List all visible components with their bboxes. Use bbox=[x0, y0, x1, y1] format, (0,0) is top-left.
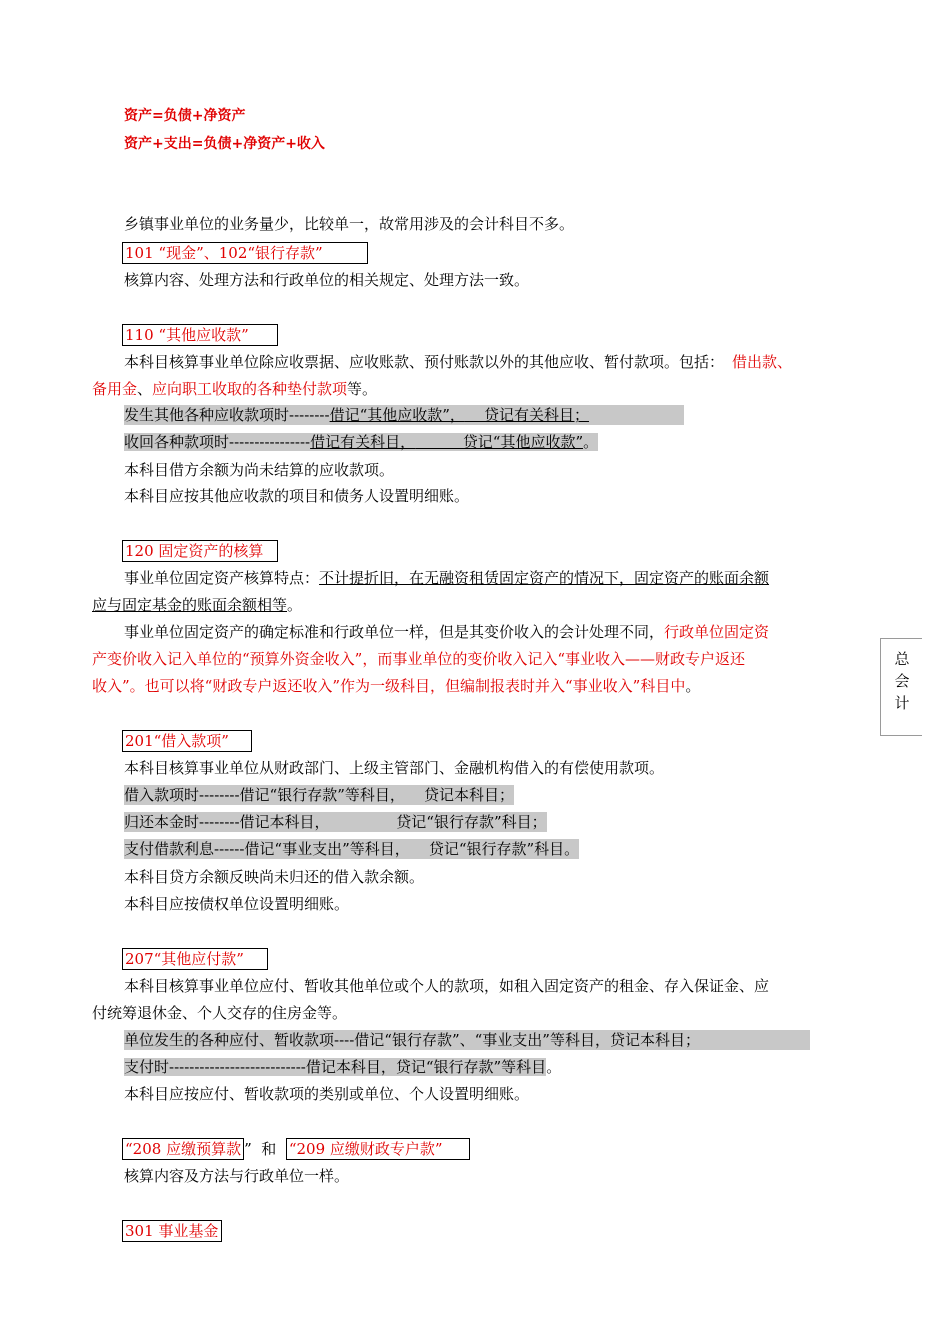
s101-text: 核算内容、处理方法和行政单位的相关规定、处理方法一致。 bbox=[124, 271, 530, 289]
s208-text: 核算内容及方法与行政单位一样。 bbox=[124, 1167, 350, 1185]
s110-beiyongjin: 备用金 bbox=[92, 380, 138, 398]
s110-entry2-lead: 收回各种款项时---------------- bbox=[124, 433, 311, 451]
s110-entry-1 bbox=[124, 405, 684, 425]
s110-tail: 等。 bbox=[347, 380, 378, 398]
heading-120: 120 固定资产的核算 bbox=[122, 540, 278, 562]
s208-and: ” 和 bbox=[244, 1140, 286, 1158]
intro-text: 乡镇事业单位的业务量少，比较单一，故常用涉及的会计科目不多。 bbox=[124, 215, 575, 233]
side-tab-general-accounting[interactable] bbox=[880, 638, 922, 736]
heading-201: 201“借入款项” bbox=[122, 730, 252, 752]
s201-entry-1: 借入款项时--------借记“银行存款”等科目， 贷记本科目； bbox=[124, 786, 514, 804]
side-tab-char-1: 总 bbox=[894, 650, 910, 668]
s201-entry-3: 支付借款利息------借记“事业支出”等科目， 贷记“银行存款”科目。 bbox=[124, 840, 580, 858]
s201-entry-2: 归还本金时--------借记本科目， 贷记“银行存款”科目； bbox=[124, 813, 547, 831]
s201-detail: 本科目应按债权单位设置明细账。 bbox=[124, 895, 350, 913]
s120-para2-red-3: 收入”。也可以将“财政专户返还收入”作为一级科目，但编制报表时并入“事业收入”科目中 bbox=[92, 677, 686, 695]
s110-entry2-credit: 贷记“其他应收款” bbox=[415, 433, 584, 451]
equation-2: 资产+支出=负债+净资产+收入 bbox=[124, 136, 325, 152]
heading-301: 301 事业基金 bbox=[122, 1220, 222, 1242]
s110-para-text: 本科目核算事业单位除应收票据、应收账款、预付账款以外的其他应收、暂付款项。包括： bbox=[124, 353, 725, 371]
s110-entry1-debit: 借记“其他应收款”， bbox=[329, 406, 465, 424]
s120-para2-red: 行政单位固定资 bbox=[664, 623, 770, 641]
s207-entry-2 bbox=[124, 1057, 561, 1077]
s120-para2-tail: 。 bbox=[685, 677, 701, 695]
s201-balance: 本科目贷方余额反映尚未归还的借入款余额。 bbox=[124, 868, 425, 886]
s110-entry2-tail: 。 bbox=[583, 433, 599, 451]
side-tab-char-3: 计 bbox=[894, 694, 910, 712]
s120-para1-line1 bbox=[124, 568, 769, 588]
heading-101: 101 “现金”、102“银行存款” bbox=[122, 242, 368, 264]
s110-sep: 、 bbox=[137, 380, 153, 398]
s208-heading-line bbox=[122, 1138, 470, 1160]
s120-para2-line2: 产变价收入记入单位的“预算外资金收入”，而事业单位的变价收入记入“事业收入——财政专户返还 bbox=[92, 650, 746, 668]
side-tab-char-2: 会 bbox=[894, 672, 910, 690]
s120-para1-underlined: 不计提折旧，在无融资租赁固定资产的情况下，固定资产的账面余额 bbox=[319, 569, 770, 587]
s201-text: 本科目核算事业单位从财政部门、上级主管部门、金融机构借入的有偿使用款项。 bbox=[124, 759, 665, 777]
s110-entry1-lead: 发生其他各种应收款项时-------- bbox=[124, 406, 330, 424]
s110-detail: 本科目应按其他应收款的项目和债务人设置明细账。 bbox=[124, 487, 470, 505]
heading-207: 207“其他应付款” bbox=[122, 948, 268, 970]
s110-para-line1 bbox=[124, 352, 792, 372]
s120-para1-lead: 事业单位固定资产核算特点： bbox=[124, 569, 320, 587]
equation-1: 资产=负债+净资产 bbox=[124, 108, 246, 124]
s207-entry-1: 单位发生的各种应付、暂收款项----借记“银行存款”、“事业支出”等科目，贷记本科目； bbox=[124, 1030, 810, 1050]
s110-entry2-debit: 借记有关科目， bbox=[310, 433, 416, 451]
s207-para-line2: 付统筹退休金、个人交存的住房金等。 bbox=[92, 1004, 348, 1022]
s207-detail: 本科目应按应付、暂收款项的类别或单位、个人设置明细账。 bbox=[124, 1085, 530, 1103]
s110-para-line2 bbox=[92, 379, 377, 399]
s110-para-red: 借出款、 bbox=[732, 353, 793, 371]
heading-110: 110 “其他应收款” bbox=[122, 324, 278, 346]
s120-para1-underlined-2: 应与固定基金的账面余额相等 bbox=[92, 596, 288, 614]
heading-209: “209 应缴财政专户款” bbox=[286, 1138, 470, 1160]
s110-balance: 本科目借方余额为尚未结算的应收款项。 bbox=[124, 461, 395, 479]
s207-para-line1: 本科目核算事业单位应付、暂收其他单位或个人的款项，如租入固定资产的租金、存入保证金、应 bbox=[124, 977, 770, 995]
s110-dianfu: 应向职工收取的各种垫付款项 bbox=[152, 380, 348, 398]
s110-entry1-credit: 贷记有关科目； bbox=[464, 406, 589, 424]
s110-entry-2 bbox=[124, 432, 598, 452]
s207-entry2-text: 支付时---------------------------借记本科目，贷记“银行存款”等科目 bbox=[124, 1058, 547, 1076]
s120-para1-tail: 。 bbox=[287, 596, 303, 614]
heading-208: “208 应缴预算款 bbox=[122, 1138, 244, 1160]
s207-entry2-tail: 。 bbox=[546, 1058, 562, 1076]
s120-para2-line3 bbox=[92, 676, 700, 696]
s120-para1-line2 bbox=[92, 595, 302, 615]
s120-para2-text: 事业单位固定资产的确定标准和行政单位一样，但是其变价收入的会计处理不同， bbox=[124, 623, 665, 641]
s120-para2-line1 bbox=[124, 622, 769, 642]
